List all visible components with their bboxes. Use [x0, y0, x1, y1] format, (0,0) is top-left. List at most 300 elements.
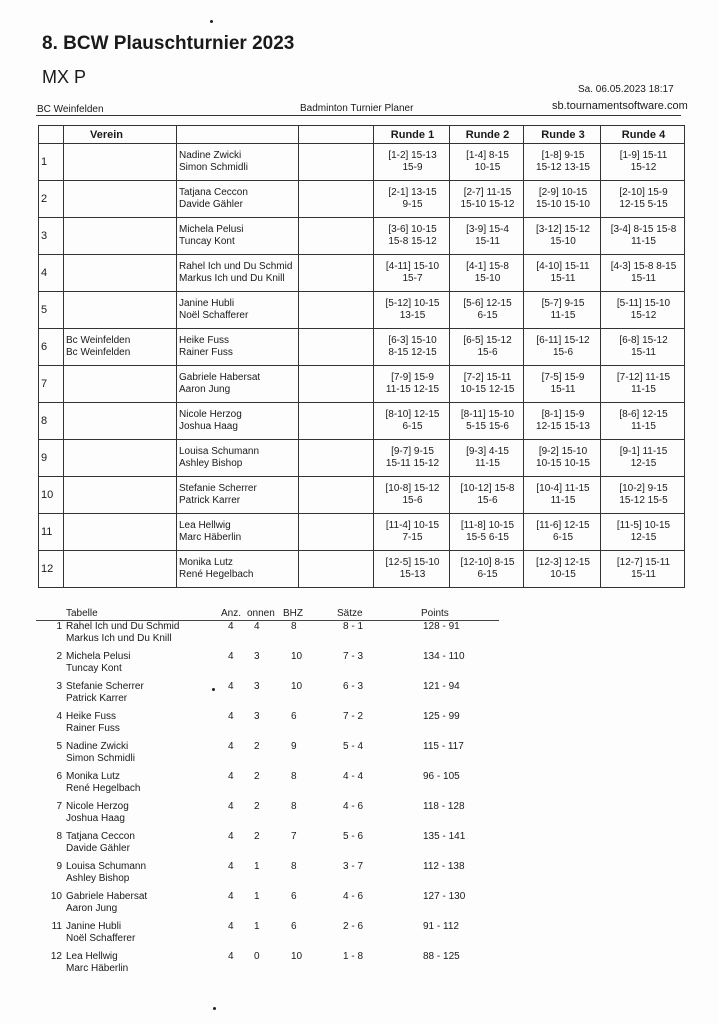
standings-sets: 6 - 3	[343, 681, 364, 692]
standings-sets: 5 - 6	[343, 831, 364, 842]
standings-header-bhz: BHZ	[283, 607, 303, 619]
grid-row	[39, 255, 685, 292]
grid-row	[39, 144, 685, 181]
standings-sets: 1 - 8	[343, 951, 364, 962]
result-line-2: 10-15 12-15	[460, 384, 515, 395]
result-line-2: 11-15 12-15	[385, 384, 440, 395]
team-players	[177, 292, 299, 329]
standings-played: 4	[228, 801, 234, 812]
standings-player-1: Nicole Herzog	[66, 801, 129, 812]
round-1-result	[374, 477, 450, 514]
result-line-1: [2-7] 11-15	[463, 187, 512, 198]
standings-rank: 7	[56, 801, 62, 812]
standings-rank: 2	[56, 651, 62, 662]
standings-bhz: 8	[291, 621, 297, 632]
standings-team	[66, 621, 220, 652]
team-number: 5	[39, 292, 64, 329]
player-1: Stefanie Scherrer	[179, 483, 257, 494]
standings-table	[36, 606, 499, 981]
standings-played: 4	[228, 951, 234, 962]
scan-speck-3	[213, 1007, 216, 1010]
round-2-result	[450, 440, 524, 477]
team-number: 6	[39, 329, 64, 366]
player-2: Aaron Jung	[179, 384, 231, 395]
print-timestamp: Sa. 06.05.2023 18:17	[578, 84, 674, 95]
result-line-1: [12-5] 15-10	[385, 557, 440, 568]
standings-player-2: Aaron Jung	[66, 903, 118, 914]
grid-row	[39, 366, 685, 403]
standings-won: 2	[254, 831, 260, 842]
standings-points: 96 - 105	[423, 771, 460, 782]
round-4-result	[601, 144, 685, 181]
standings-bhz: 10	[291, 951, 303, 962]
result-line-2: 15-11	[550, 384, 576, 395]
website-label: sb.tournamentsoftware.com	[552, 100, 688, 112]
team-club	[64, 514, 177, 551]
standings-player-2: Tuncay Kont	[66, 663, 122, 674]
standings-sets: 5 - 4	[343, 741, 364, 752]
standings-team	[66, 861, 220, 891]
team-players	[177, 403, 299, 440]
result-line-1: [6-3] 15-10	[388, 335, 437, 346]
grid-spacer-cell	[299, 292, 374, 329]
grid-row	[39, 514, 685, 551]
round-3-result	[524, 329, 601, 366]
standings-played: 4	[228, 621, 234, 632]
standings-rank: 11	[51, 921, 62, 932]
round-1-result	[374, 292, 450, 329]
standings-played: 4	[228, 861, 234, 872]
team-club	[64, 218, 177, 255]
result-line-2: 15-6	[477, 347, 498, 358]
standings-player-1: Nadine Zwicki	[66, 741, 129, 752]
round-1-result	[374, 440, 450, 477]
result-line-1: [9-3] 4-15	[466, 446, 509, 457]
standings-played: 4	[228, 831, 234, 842]
standings-sets: 7 - 3	[343, 651, 364, 662]
round-4-result	[601, 403, 685, 440]
standings-bhz: 6	[291, 711, 297, 722]
standings-rank: 6	[56, 771, 62, 782]
player-1: Nadine Zwicki	[179, 150, 242, 161]
grid-header-row	[39, 126, 685, 144]
standings-player-1: Michela Pelusi	[66, 651, 131, 662]
standings-points: 128 - 91	[423, 621, 460, 632]
round-4-result	[601, 440, 685, 477]
result-line-1: [4-1] 15-8	[466, 261, 509, 272]
round-3-result	[524, 144, 601, 181]
team-players	[177, 514, 299, 551]
result-line-1: [6-5] 15-12	[463, 335, 512, 346]
club-line-2: Bc Weinfelden	[66, 347, 131, 358]
result-line-2: 15-9	[402, 162, 423, 173]
standings-header-gewonnen: onnen	[247, 607, 275, 619]
standings-sets: 8 - 1	[343, 621, 364, 632]
result-line-2: 15-12 13-15	[536, 162, 590, 173]
grid-row	[39, 181, 685, 218]
player-2: Joshua Haag	[179, 421, 238, 432]
standings-player-2: Simon Schmidli	[66, 753, 135, 764]
planner-label: Badminton Turnier Planer	[300, 103, 414, 114]
result-line-2: 5-15 15-6	[466, 421, 509, 432]
result-line-1: [10-4] 11-15	[536, 483, 590, 494]
standings-team	[66, 771, 220, 801]
result-line-2: 11-15	[631, 421, 656, 432]
result-line-2: 15-11	[631, 273, 656, 284]
standings-sets: 7 - 2	[343, 711, 364, 722]
round-4-result	[601, 551, 685, 588]
result-line-1: [5-12] 10-15	[385, 298, 440, 309]
grid-spacer-cell	[299, 218, 374, 255]
round-4-result	[601, 366, 685, 403]
player-1: Gabriele Habersat	[179, 372, 261, 383]
standings-header-row	[36, 606, 499, 621]
round-1-result	[374, 551, 450, 588]
team-club	[64, 551, 177, 588]
team-number: 1	[39, 144, 64, 181]
result-line-2: 15-6	[477, 495, 498, 506]
round-2-result	[450, 218, 524, 255]
grid-row	[39, 403, 685, 440]
standings-won: 2	[254, 801, 260, 812]
result-line-2: 12-15 5-15	[619, 199, 668, 210]
result-line-2: 11-15	[475, 458, 500, 469]
standings-header-tabelle: Tabelle	[66, 607, 98, 619]
player-1: Nicole Herzog	[179, 409, 242, 420]
result-line-1: [7-12] 11-15	[616, 372, 671, 383]
player-2: René Hegelbach	[179, 569, 254, 580]
standings-player-1: Stefanie Scherrer	[66, 681, 144, 692]
page-title: 8. BCW Plauschturnier 2023	[42, 33, 295, 54]
result-line-2: 6-15	[402, 421, 423, 432]
standings-row	[36, 861, 499, 891]
result-line-1: [12-7] 15-11	[616, 557, 671, 568]
result-line-2: 11-15	[550, 310, 576, 321]
result-line-1: [1-4] 8-15	[466, 150, 509, 161]
grid-spacer-cell	[299, 440, 374, 477]
result-line-2: 15-6	[552, 347, 573, 358]
standings-row	[36, 771, 499, 801]
organizer-name: BC Weinfelden	[37, 104, 104, 115]
round-1-result	[374, 403, 450, 440]
result-line-1: [8-1] 15-9	[541, 409, 585, 420]
result-line-2: 11-15	[631, 384, 656, 395]
standings-header-points: Points	[421, 607, 449, 619]
result-line-2: 15-11	[631, 347, 656, 358]
team-number: 8	[39, 403, 64, 440]
standings-rank: 4	[56, 711, 62, 722]
standings-row	[36, 651, 499, 681]
grid-header-players	[177, 126, 299, 144]
result-line-1: [12-3] 12-15	[536, 557, 590, 568]
standings-won: 2	[254, 741, 260, 752]
result-line-2: 11-15	[631, 236, 656, 247]
standings-bhz: 9	[291, 741, 297, 752]
team-players	[177, 440, 299, 477]
result-line-2: 15-12	[630, 310, 657, 321]
result-line-2: 6-15	[477, 310, 498, 321]
round-2-result	[450, 255, 524, 292]
result-line-2: 15-10 15-10	[536, 199, 590, 210]
result-line-2: 15-7	[402, 273, 423, 284]
team-club	[64, 366, 177, 403]
standings-row	[36, 621, 499, 652]
standings-row	[36, 951, 499, 981]
standings-played: 4	[228, 771, 234, 782]
round-4-result	[601, 181, 685, 218]
result-line-1: [3-9] 15-4	[466, 224, 509, 235]
team-players	[177, 329, 299, 366]
team-number: 3	[39, 218, 64, 255]
grid-header-round-1: Runde 1	[374, 126, 450, 144]
team-club	[64, 403, 177, 440]
result-line-1: [2-9] 10-15	[538, 187, 588, 198]
result-line-1: [8-10] 12-15	[385, 409, 440, 420]
result-line-2: 15-10	[474, 273, 501, 284]
standings-player-2: Davide Gähler	[66, 843, 130, 854]
player-2: Ashley Bishop	[179, 458, 243, 469]
result-line-2: 10-15	[550, 569, 576, 580]
standings-sets: 3 - 7	[343, 861, 364, 872]
player-1: Monika Lutz	[179, 557, 233, 568]
result-line-1: [5-6] 12-15	[463, 298, 512, 309]
standings-team	[66, 831, 220, 861]
result-line-1: [3-6] 10-15	[388, 224, 437, 235]
result-line-1: [9-1] 11-15	[619, 446, 668, 457]
result-line-2: 10-15	[474, 162, 501, 173]
grid-header-num	[39, 126, 64, 144]
result-line-1: [3-12] 15-12	[536, 224, 590, 235]
standings-points: 121 - 94	[423, 681, 460, 692]
standings-won: 3	[254, 651, 260, 662]
round-2-result	[450, 551, 524, 588]
standings-points: 88 - 125	[423, 951, 460, 962]
team-number: 12	[39, 551, 64, 588]
standings-played: 4	[228, 711, 234, 722]
result-line-1: [10-12] 15-8	[460, 483, 515, 494]
standings-header-anz: Anz.	[221, 607, 242, 619]
grid-spacer-cell	[299, 514, 374, 551]
standings-won: 4	[254, 621, 260, 632]
result-line-2: 12-15 15-13	[536, 421, 590, 432]
standings-played: 4	[228, 741, 234, 752]
standings-row	[36, 921, 499, 951]
standings-won: 1	[254, 861, 260, 872]
standings-player-1: Monika Lutz	[66, 771, 120, 782]
result-line-2: 12-15	[630, 458, 657, 469]
round-4-result	[601, 329, 685, 366]
team-club	[64, 477, 177, 514]
round-3-result	[524, 403, 601, 440]
round-2-result	[450, 144, 524, 181]
standings-player-1: Heike Fuss	[66, 711, 117, 722]
grid-row	[39, 440, 685, 477]
team-club	[64, 144, 177, 181]
team-players	[177, 366, 299, 403]
grid-header-round-4: Runde 4	[601, 126, 685, 144]
standings-bhz: 10	[291, 681, 303, 692]
standings-team	[66, 651, 220, 681]
result-line-1: [1-2] 15-13	[388, 150, 437, 161]
standings-player-2: Ashley Bishop	[66, 873, 130, 884]
standings-player-1: Gabriele Habersat	[66, 891, 148, 902]
standings-played: 4	[228, 651, 234, 662]
standings-points: 134 - 110	[423, 651, 465, 662]
player-1: Heike Fuss	[179, 335, 230, 346]
team-club	[64, 255, 177, 292]
header-divider	[36, 115, 681, 116]
result-line-2: 6-15	[477, 569, 498, 580]
standings-points: 115 - 117	[423, 741, 464, 752]
standings-sets: 4 - 6	[343, 891, 364, 902]
result-line-1: [8-11] 15-10	[460, 409, 515, 420]
standings-team	[66, 741, 220, 771]
result-line-1: [1-9] 15-11	[619, 150, 668, 161]
standings-bhz: 7	[291, 831, 297, 842]
standings-player-2: Joshua Haag	[66, 813, 125, 824]
result-line-1: [1-8] 9-15	[541, 150, 585, 161]
round-2-result	[450, 403, 524, 440]
standings-rank: 12	[50, 951, 62, 962]
player-1: Lea Hellwig	[179, 520, 231, 531]
club-line-1: Bc Weinfelden	[66, 335, 131, 346]
team-number: 9	[39, 440, 64, 477]
result-line-2: 15-8 15-12	[388, 236, 437, 247]
standings-points: 125 - 99	[423, 711, 460, 722]
round-3-result	[524, 366, 601, 403]
round-4-result	[601, 255, 685, 292]
standings-rank: 1	[56, 621, 62, 632]
result-line-1: [2-10] 15-9	[619, 187, 668, 198]
team-players	[177, 477, 299, 514]
result-line-1: [9-2] 15-10	[538, 446, 588, 457]
result-line-2: 9-15	[402, 199, 423, 210]
result-line-2: 6-15	[552, 532, 573, 543]
standings-bhz: 8	[291, 861, 297, 872]
standings-team	[66, 681, 220, 711]
standings-bhz: 8	[291, 771, 297, 782]
standings-won: 3	[254, 711, 260, 722]
grid-spacer-cell	[299, 477, 374, 514]
round-3-result	[524, 255, 601, 292]
standings-bhz: 6	[291, 891, 297, 902]
result-line-1: [7-9] 15-9	[391, 372, 434, 383]
result-line-2: 15-11 15-12	[385, 458, 440, 469]
round-3-result	[524, 440, 601, 477]
result-line-2: 15-13	[399, 569, 426, 580]
result-line-1: [11-8] 10-15	[460, 520, 515, 531]
result-line-2: 15-5 6-15	[466, 532, 509, 543]
standings-player-2: Markus Ich und Du Knill	[66, 633, 172, 644]
round-3-result	[524, 218, 601, 255]
round-3-result	[524, 551, 601, 588]
standings-rank: 5	[56, 741, 62, 752]
standings-rank: 3	[56, 681, 62, 692]
player-1: Tatjana Ceccon	[179, 187, 248, 198]
standings-team	[66, 711, 220, 741]
player-1: Janine Hubli	[179, 298, 235, 309]
standings-row	[36, 681, 499, 711]
round-2-result	[450, 366, 524, 403]
grid-header-spacer	[299, 126, 374, 144]
standings-player-2: Patrick Karrer	[66, 693, 128, 704]
round-1-result	[374, 181, 450, 218]
team-number: 7	[39, 366, 64, 403]
result-line-2: 15-11	[550, 273, 576, 284]
grid-header-round-2: Runde 2	[450, 126, 524, 144]
result-line-1: [10-8] 15-12	[385, 483, 440, 494]
draw-name: MX P	[42, 67, 87, 87]
standings-player-2: Noël Schafferer	[66, 933, 136, 944]
standings-points: 127 - 130	[423, 891, 466, 902]
grid-row	[39, 292, 685, 329]
grid-row	[39, 551, 685, 588]
result-line-2: 13-15	[399, 310, 426, 321]
grid-header-verein: Verein	[64, 126, 177, 144]
standings-bhz: 6	[291, 921, 297, 932]
result-line-2: 15-11	[475, 236, 500, 247]
standings-row	[36, 831, 499, 861]
round-4-result	[601, 477, 685, 514]
standings-team	[66, 921, 220, 951]
standings-row	[36, 741, 499, 771]
result-line-2: 15-12	[630, 162, 657, 173]
standings-played: 4	[228, 891, 234, 902]
round-2-result	[450, 181, 524, 218]
result-line-2: 7-15	[402, 532, 423, 543]
standings-player-1: Janine Hubli	[66, 921, 122, 932]
result-line-1: [4-11] 15-10	[385, 261, 440, 272]
result-line-1: [5-7] 9-15	[541, 298, 585, 309]
round-1-result	[374, 144, 450, 181]
standings-played: 4	[228, 921, 234, 932]
standings-sets: 4 - 4	[343, 771, 364, 782]
result-line-1: [9-7] 9-15	[391, 446, 434, 457]
standings-points: 135 - 141	[423, 831, 466, 842]
team-number: 10	[39, 477, 64, 514]
result-line-1: [10-2] 9-15	[619, 483, 668, 494]
standings-played: 4	[228, 681, 234, 692]
round-3-result	[524, 292, 601, 329]
grid-row	[39, 329, 685, 366]
player-1: Rahel Ich und Du Schmid	[179, 261, 293, 272]
round-3-result	[524, 477, 601, 514]
grid-spacer-cell	[299, 255, 374, 292]
result-line-1: [11-5] 10-15	[616, 520, 671, 531]
player-2: Davide Gähler	[179, 199, 243, 210]
standings-won: 1	[254, 891, 260, 902]
standings-rank: 9	[56, 861, 62, 872]
team-club	[64, 440, 177, 477]
standings-header-saetze: Sätze	[337, 607, 363, 619]
team-number: 11	[39, 514, 64, 551]
standings-player-2: Marc Häberlin	[66, 963, 129, 974]
player-2: Markus Ich und Du Knill	[179, 273, 285, 284]
grid-spacer-cell	[299, 144, 374, 181]
result-line-1: [2-1] 13-15	[388, 187, 437, 198]
standings-points: 112 - 138	[423, 861, 465, 872]
standings-points: 91 - 112	[423, 921, 459, 932]
standings-player-1: Rahel Ich und Du Schmid	[66, 621, 180, 632]
result-line-1: [3-4] 8-15 15-8	[610, 224, 677, 235]
result-line-1: [11-4] 10-15	[385, 520, 440, 531]
standings-bhz: 8	[291, 801, 297, 812]
standings-rank: 10	[50, 891, 62, 902]
round-3-result	[524, 514, 601, 551]
standings-player-1: Lea Hellwig	[66, 951, 118, 962]
standings-won: 0	[254, 951, 260, 962]
team-players	[177, 144, 299, 181]
